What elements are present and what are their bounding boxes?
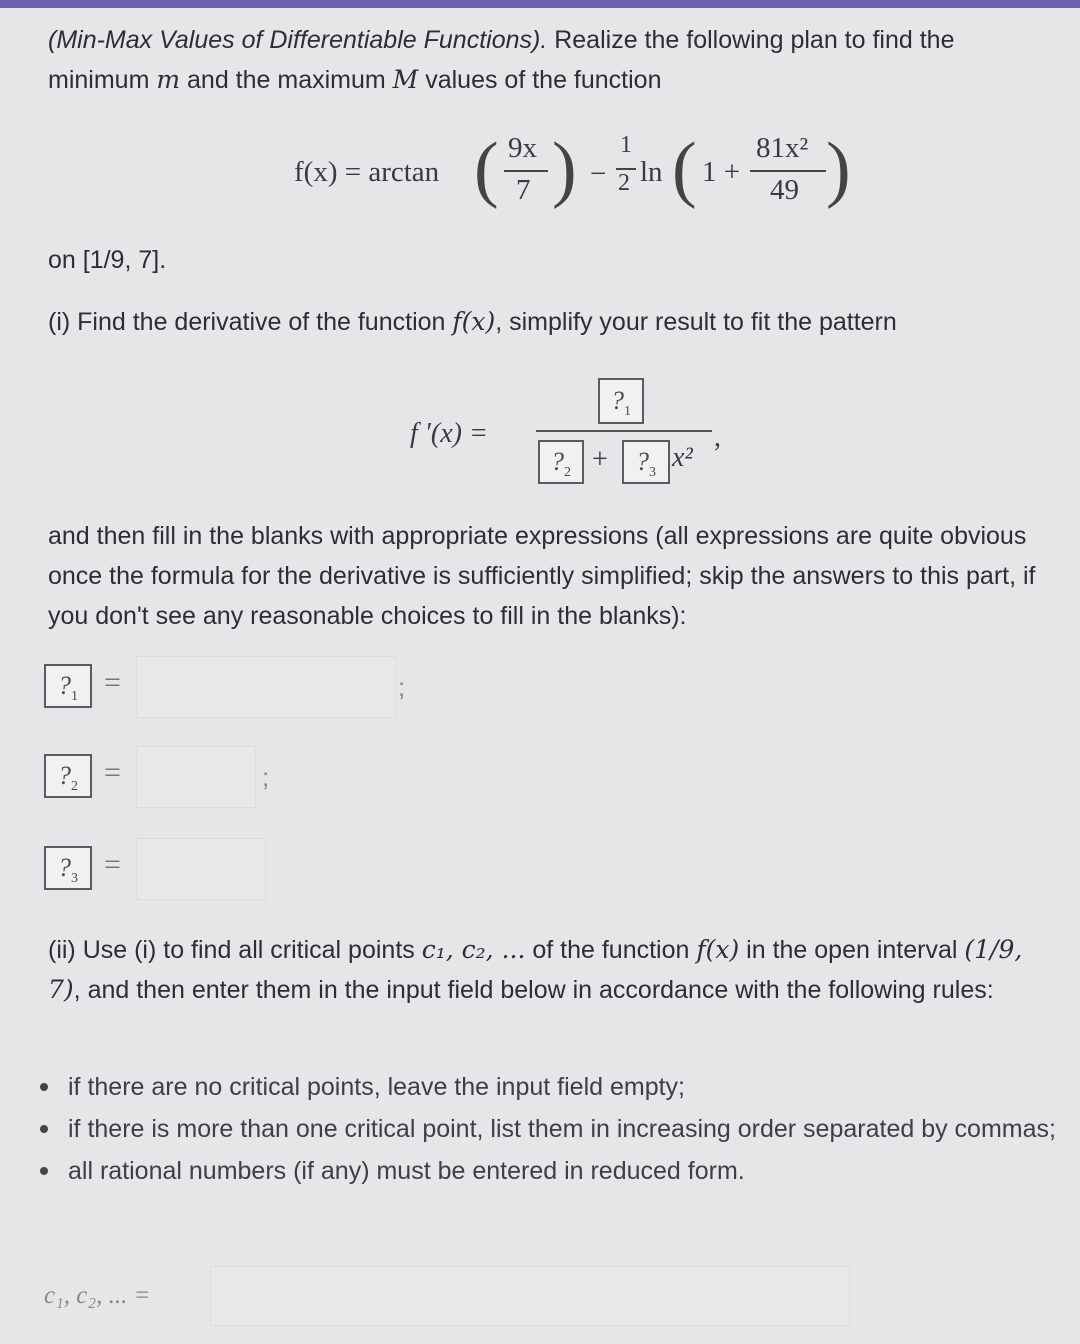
- answer-q1-input[interactable]: [136, 656, 396, 718]
- answer-q2-equals: =: [104, 756, 121, 789]
- critical-points-input[interactable]: [210, 1266, 850, 1326]
- frac1-denominator: 7: [516, 174, 531, 206]
- pattern-fraction-line: [536, 430, 712, 432]
- rules-list: [40, 1066, 1060, 1192]
- answer-q1-label: [44, 664, 92, 708]
- part2-text-a: (ii) Use (i) to find all critical points: [48, 936, 422, 964]
- paren-open-1: (: [474, 128, 499, 210]
- intro-text-b: and the maximum: [180, 66, 393, 94]
- rule-item: [40, 1066, 1060, 1108]
- part2-text-d: , and then enter them in the input field below in accordance with the following rules:: [73, 976, 994, 1004]
- function-formula: [294, 128, 854, 220]
- var-m: m: [156, 65, 181, 94]
- pattern-q1-mark: ?: [611, 386, 624, 415]
- formula-lhs: f(x) = arctan: [294, 156, 440, 188]
- derivative-lhs: f ′(x) =: [410, 418, 488, 449]
- answer-q3-sub: 3: [71, 871, 78, 887]
- frac1-line: [504, 170, 548, 172]
- paren-close-2: ): [826, 128, 851, 210]
- pattern-q3-box: [622, 440, 670, 484]
- problem-title: (Min-Max Values of Differentiable Functions).: [48, 26, 548, 54]
- answer-q2-semicolon: ;: [262, 762, 270, 792]
- part1-fx: f(x): [452, 307, 496, 336]
- minus-sign: −: [590, 158, 607, 190]
- answer-q1-semicolon: ;: [398, 672, 406, 702]
- pattern-plus: +: [592, 444, 608, 475]
- answer-q2-input[interactable]: [136, 746, 256, 808]
- pattern-q1-box: [598, 378, 644, 424]
- half-numerator: 1: [620, 132, 632, 158]
- frac2-denominator: 49: [770, 174, 799, 206]
- answer-q1-equals: =: [104, 666, 121, 699]
- intro-paragraph: [48, 20, 1058, 100]
- pattern-x-squared: x²: [672, 442, 693, 473]
- answer-q1-mark: ?: [58, 671, 71, 700]
- pattern-q1-sub: 1: [624, 404, 631, 420]
- part2-text-b: of the function: [525, 936, 697, 964]
- top-accent-bar: [0, 0, 1080, 8]
- interval-text: on [1/9, 7].: [48, 246, 167, 274]
- paren-open-2: (: [672, 128, 697, 210]
- rule-text-1: if there are no critical points, leave the input field empty;: [68, 1073, 685, 1101]
- paren-close-1: ): [552, 128, 577, 210]
- pattern-q2-mark: ?: [551, 447, 564, 476]
- var-M: M: [392, 65, 419, 94]
- answer-q2-mark: ?: [58, 761, 71, 790]
- part2-interval: (1/9, 7): [48, 935, 1023, 1004]
- one-plus: 1 +: [702, 156, 741, 188]
- part2-text-c: in the open interval: [739, 936, 965, 964]
- rule-text-3: all rational numbers (if any) must be entered in reduced form.: [68, 1157, 745, 1185]
- critical-points-label: c₁, c₂, ... =: [44, 1282, 151, 1309]
- bullet-icon: [40, 1167, 48, 1175]
- part1-text-a: (i) Find the derivative of the function: [48, 308, 453, 336]
- part1-text-b: , simplify your result to fit the pattern: [495, 308, 897, 336]
- frac2-numerator: 81x²: [756, 132, 809, 164]
- intro-text-a: Realize the following plan to find the minimum: [48, 26, 955, 94]
- intro-text-c: values of the function: [418, 66, 662, 94]
- pattern-q3-mark: ?: [636, 447, 649, 476]
- part2-points: c₁, c₂, ...: [421, 935, 526, 964]
- part2-paragraph: [48, 930, 1058, 1010]
- part1-paragraph: [48, 302, 1058, 342]
- answer-q3-equals: =: [104, 848, 121, 881]
- half-denominator: 2: [618, 170, 630, 196]
- answer-q3-label: [44, 846, 92, 890]
- bullet-icon: [40, 1125, 48, 1133]
- rule-text-2: if there is more than one critical point, list them in increasing order separated by commas;: [68, 1115, 1056, 1143]
- rule-item: [40, 1108, 1060, 1150]
- part2-fx: f(x): [696, 935, 740, 964]
- frac1-numerator: 9x: [508, 132, 537, 164]
- answer-q3-mark: ?: [58, 853, 71, 882]
- answer-q3-input[interactable]: [136, 838, 266, 900]
- answer-q1-sub: 1: [71, 689, 78, 705]
- pattern-q3-sub: 3: [649, 465, 656, 481]
- ln-label: ln: [640, 156, 663, 188]
- pattern-q2-sub: 2: [564, 465, 571, 481]
- frac2-line: [750, 170, 826, 172]
- derivative-pattern: [408, 370, 748, 500]
- pattern-comma: ,: [714, 422, 721, 453]
- answer-q2-sub: 2: [71, 779, 78, 795]
- answer-q2-label: [44, 754, 92, 798]
- bullet-icon: [40, 1083, 48, 1091]
- rule-item: [40, 1150, 1060, 1192]
- blank-instructions: and then fill in the blanks with appropriate expressions (all expressions are quite obvious once the formula for the derivative is sufficiently simplified; skip the answers to this part, if you don't see any reasonable choices to fill in the blanks):: [48, 522, 1036, 630]
- pattern-q2-box: [538, 440, 584, 484]
